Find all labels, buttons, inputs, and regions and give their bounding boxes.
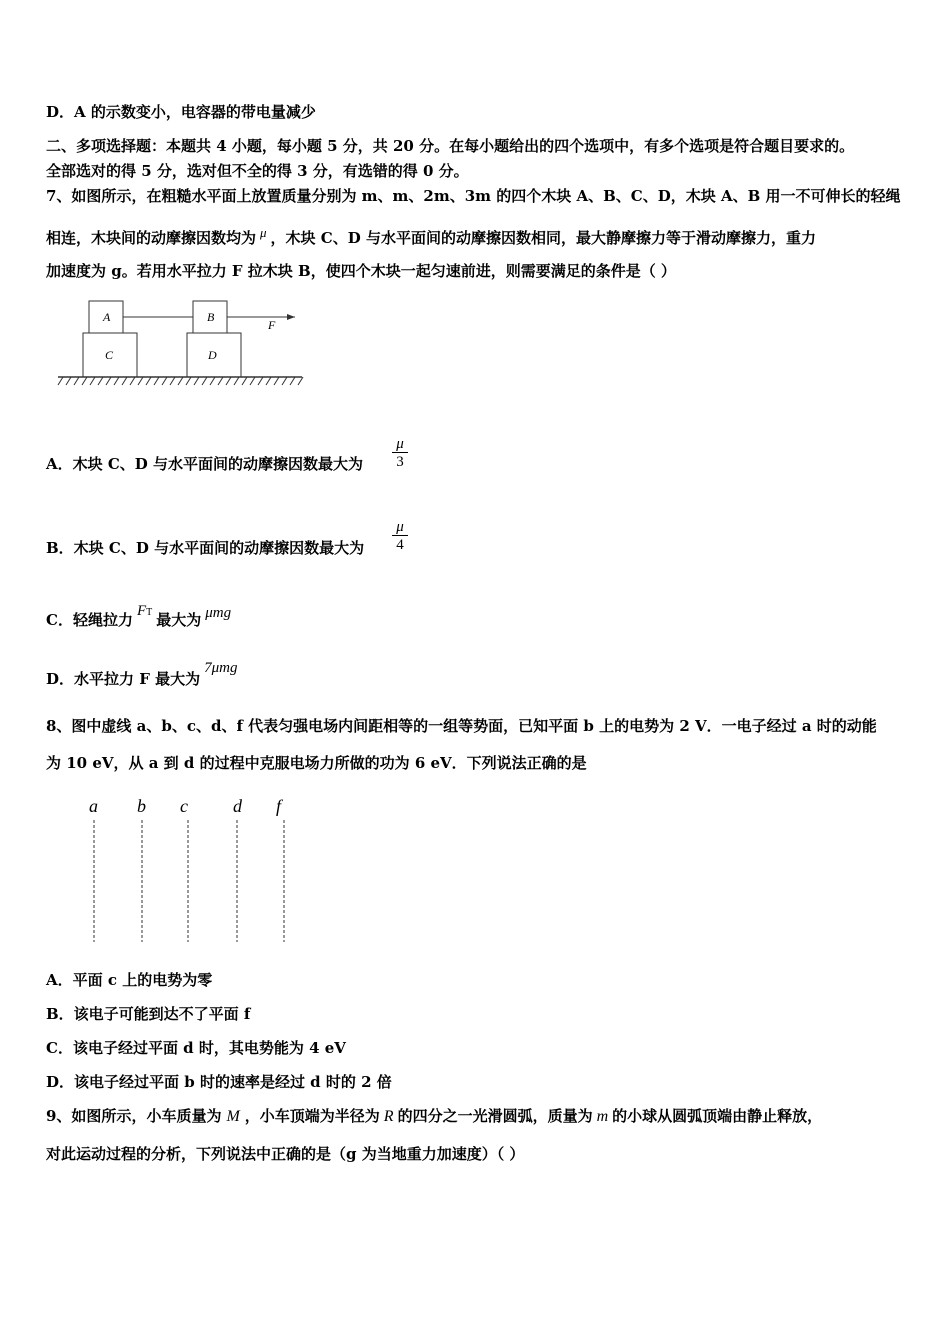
plane-label-c: c [180,796,188,816]
q9-stem-line2: 对此运动过程的分析，下列说法中正确的是（g 为当地重力加速度）（ ） [46,1145,525,1163]
q8-option-a[interactable]: A．平面 c 上的电势为零 [46,971,213,989]
q7-stem-line1: 7、如图所示，在粗糙水平面上放置质量分别为 m、m、2m、3m 的四个木块 A、B、C、D，木块 A、B 用一不可伸长的轻绳 [46,187,901,205]
q8-equipotential-figure [80,792,300,947]
q7-option-b-fraction: $\frac{\mu}{4}$ [392,519,408,554]
ground-hatch [58,377,303,385]
label-d: D [208,348,217,362]
plane-label-f: f [276,796,282,816]
label-a: A [103,310,111,324]
q8-option-c[interactable]: C．该电子经过平面 d 时，其电势能为 4 eV [46,1039,346,1057]
q7-blocks-figure [55,295,310,390]
section-heading: 二、多项选择题：本题共 4 小题，每小题 5 分，共 20 分。在每小题给出的四个选项中，有多个选项是符合题目要求的。 [46,137,855,155]
prev-option-d: D．A 的示数变小，电容器的带电量减少 [46,103,316,121]
q8-stem-line2: 为 10 eV，从 a 到 d 的过程中克服电场力所做的功为 6 eV．下列说法正确的是 [46,754,587,772]
label-b: B [207,310,215,324]
q7-stem-line3: 加速度为 g。若用水平拉力 F 拉木块 B，使四个木块一起匀速前进，则需要满足的条件是（ ） [46,262,676,280]
q7-option-d[interactable]: D．水平拉力 F 最大为7μmg [46,660,238,688]
section-scoring: 全部选对的得 5 分，选对但不全的得 3 分，有选错的得 0 分。 [46,162,469,180]
q7-option-b[interactable]: B．木块 C、D 与水平面间的动摩擦因数最大为 [46,539,365,557]
q7-option-a[interactable]: A．木块 C、D 与水平面间的动摩擦因数最大为 [46,455,364,473]
label-c: C [105,348,114,362]
q8-option-b[interactable]: B．该电子可能到达不了平面 f [46,1005,251,1023]
q9-stem-line1: 9、如图所示，小车质量为 M ，小车顶端为半径为 R 的四分之一光滑圆弧，质量为 m 的小球从圆弧顶端由静止释放， [46,1107,823,1125]
q7-stem-line2: 相连，木块间的动摩擦因数均为 μ ，木块 C、D 与水平面间的动摩擦因数相同，最大静摩擦力等于滑动摩擦力，重力 [46,225,816,247]
q8-option-d[interactable]: D．该电子经过平面 b 时的速率是经过 d 时的 2 倍 [46,1073,392,1091]
plane-label-b: b [137,796,146,816]
label-f: F [268,318,276,332]
plane-label-d: d [233,796,242,816]
plane-label-a: a [89,796,98,816]
q7-option-a-fraction: $\frac{\mu}{3}$ [392,436,408,471]
q8-stem-line1: 8、图中虚线 a、b、c、d、f 代表匀强电场内间距相等的一组等势面，已知平面 b 上的电势为 2 V．一电子经过 a 时的动能 [46,717,877,735]
q7-option-c[interactable]: C．轻绳拉力 FT 最大为 μmg [46,603,232,629]
